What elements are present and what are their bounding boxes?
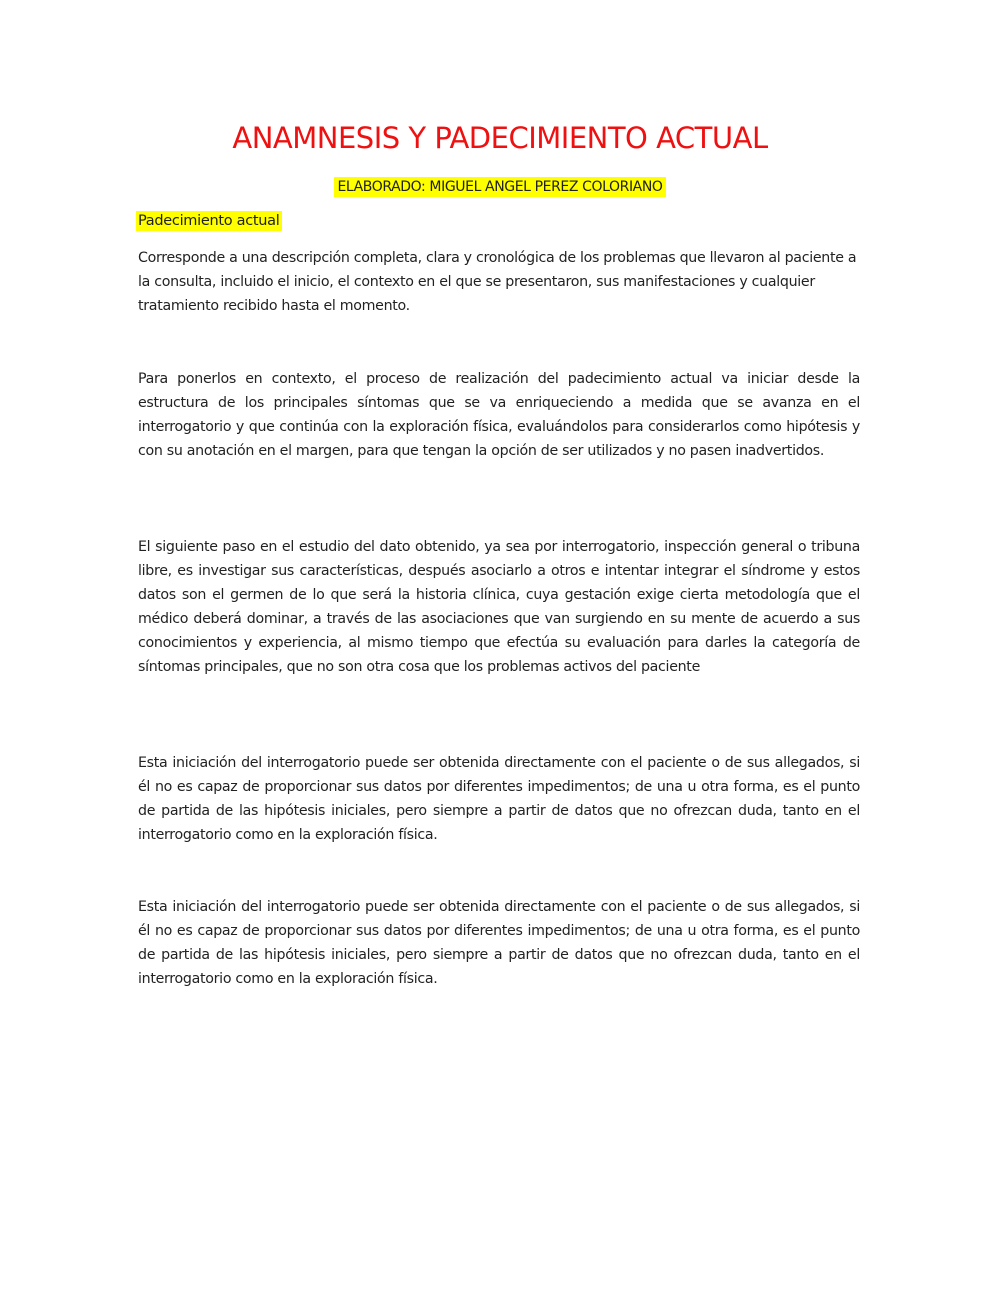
author-credit: ELABORADO: MIGUEL ANGEL PEREZ COLORIANO	[334, 177, 665, 197]
paragraph-2: Para ponerlos en contexto, el proceso de realización del padecimiento actual va iniciar desde la estructura de los principales síntomas que se va enriqueciendo a medida que se avanza en el interrogatorio y que continúa con la exploración física, evaluándolos para considerarlos como hipótesis y con su anotación en el margen, para que tengan la opción de ser utilizados y no pasen inadvertidos.	[138, 371, 860, 459]
paragraph-3: El siguiente paso en el estudio del dato obtenido, ya sea por interrogatorio, inspección general o tribuna libre, es investigar sus características, después asociarlo a otros e intentar integrar el síndrome y estos datos son el germen de lo que será la historia clínica, cuya gestación exige cierta metodología que el médico deberá dominar, a través de las asociaciones que van surgiendo en su mente de acuerdo a sus conocimientos y experiencia, al mismo tiempo que efectúa su evaluación para darles la categoría de síntomas principales, que no son otra cosa que los problemas activos del paciente	[138, 539, 860, 675]
document-title: ANAMNESIS Y PADECIMIENTO ACTUAL	[232, 121, 768, 155]
paragraph-4: Esta iniciación del interrogatorio puede ser obtenida directamente con el paciente o de sus allegados, si él no es capaz de proporcionar sus datos por diferentes impedimentos; de una u otra forma, es el punto de partida de las hipótesis iniciales, pero siempre a partir de datos que no ofrezcan duda, tanto en el interrogatorio como en la exploración física.	[138, 755, 860, 843]
section-heading: Padecimiento actual	[136, 211, 282, 231]
author-line	[0, 176, 1000, 197]
paragraph-5: Esta iniciación del interrogatorio puede ser obtenida directamente con el paciente o de sus allegados, si él no es capaz de proporcionar sus datos por diferentes impedimentos; de una u otra forma, es el punto de partida de las hipótesis iniciales, pero siempre a partir de datos que no ofrezcan duda, tanto en el interrogatorio como en la exploración física.	[138, 899, 860, 987]
paragraph-1: Corresponde a una descripción completa, clara y cronológica de los problemas que llevaron al paciente a la consulta, incluido el inicio, el contexto en el que se presentaron, sus manifestaciones y cualquier tratamiento recibido hasta el momento.	[138, 250, 857, 314]
